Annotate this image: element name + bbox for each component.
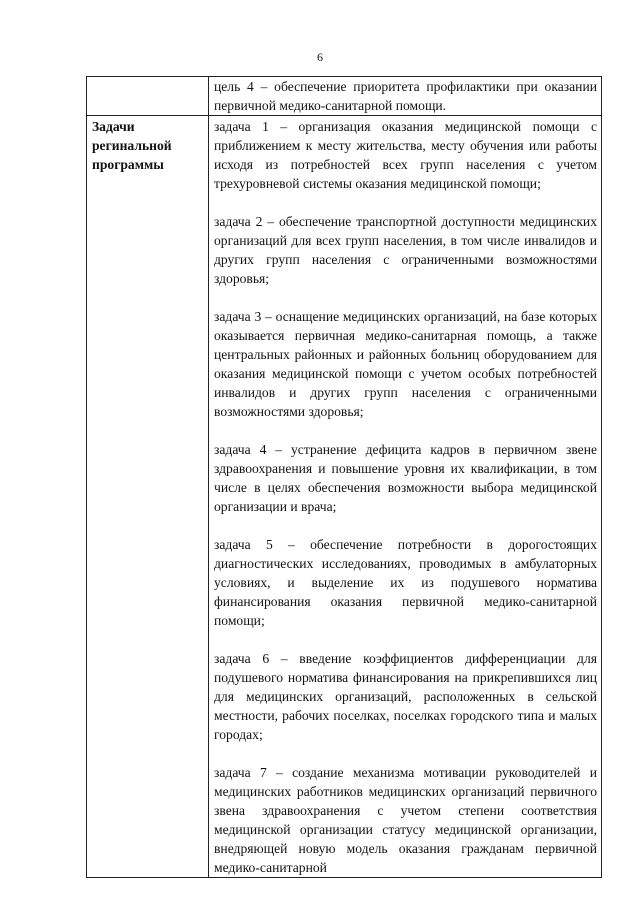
tasks-label-cell <box>87 116 209 878</box>
goal-4-cell <box>209 77 602 116</box>
goal-4-text: цель 4 – обеспечение приоритета профилактики при оказании первичной медико-санитарной помощи. <box>214 79 597 113</box>
row-label-empty <box>87 77 209 116</box>
tasks-cell <box>209 116 602 878</box>
table-row-tasks <box>87 116 602 878</box>
task-6: задача 6 – введение коэффициентов дифференциации для подушевого норматива финансирования на прикрепившихся лиц для медицинских организаций, расположенных в сельской местности, рабочих поселках, поселках городского типа и малых городах; <box>214 651 597 742</box>
task-5: задача 5 – обеспечение потребности в дорогостоящих диагностических исследованиях, проводимых в амбулаторных условиях, и выделение их из подушевого норматива финансирования оказания первичной медико-санитарной помощи; <box>214 537 597 628</box>
program-table <box>86 76 602 878</box>
tasks-row-label: Задачи регинальной программы <box>92 119 172 172</box>
task-1: задача 1 – организация оказания медицинской помощи с приближением к месту жительства, месту обучения или работы исходя из потребностей всех групп населения с учетом трехуровневой системы оказания медицинской помощи; <box>214 119 597 191</box>
task-3: задача 3 – оснащение медицинских организаций, на базе которых оказывается первичная медико-санитарная помощь, а также центральных районных и районных больниц оборудованием для оказания медицинской помощи с учетом особых потребностей инвалидов и других групп населения с ограниченными возможностями здоровья; <box>214 309 597 419</box>
task-7: задача 7 – создание механизма мотивации руководителей и медицинских работников медицинских организаций первичного звена здравоохранения с учетом степени соответствия медицинской организации статусу медицинской организации, внедряющей новую модель оказания гражданам первичной медико-санитарной <box>214 765 597 875</box>
task-2: задача 2 – обеспечение транспортной доступности медицинских организаций для всех групп населения, в том числе инвалидов и других групп населения с ограниченными возможностями здоровья; <box>214 214 597 286</box>
page-number: 6 <box>317 50 323 64</box>
task-4: задача 4 – устранение дефицита кадров в первичном звене здравоохранения и повышение уровня их квалификации, в том числе в целях обеспечения возможности выбора медицинской организации и врача; <box>214 442 597 514</box>
table-row-continuation <box>87 77 602 116</box>
